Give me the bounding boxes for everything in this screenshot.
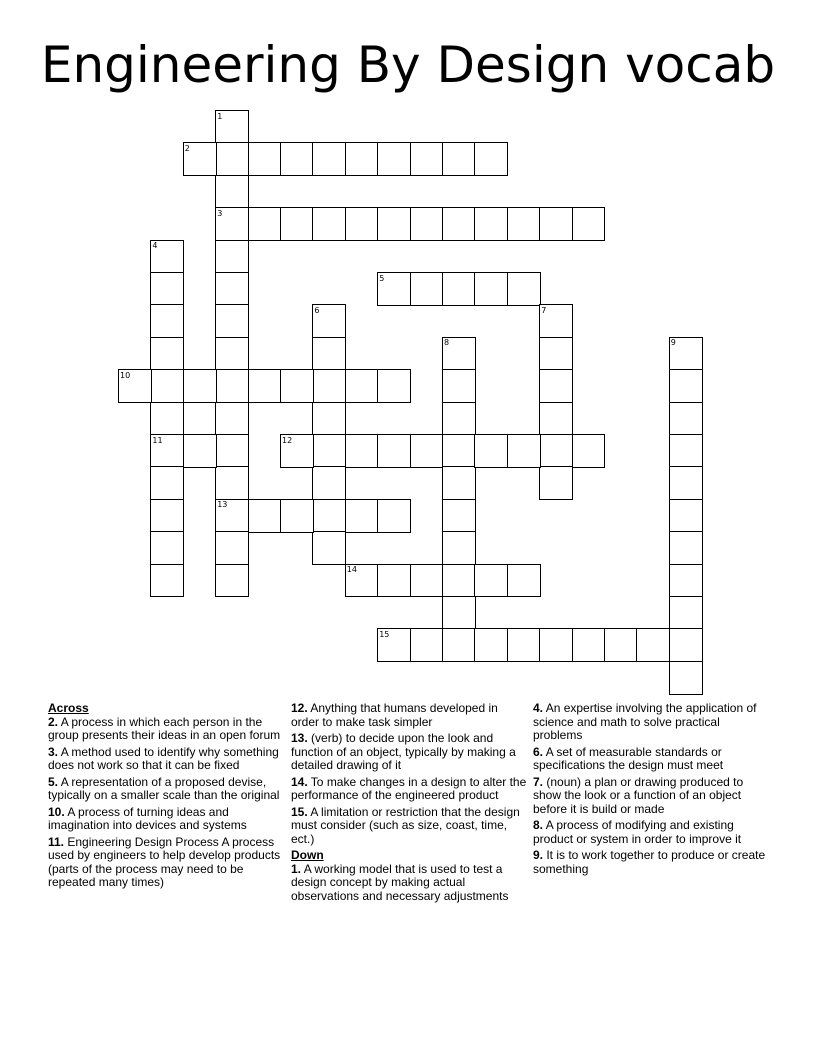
grid-cell[interactable] — [312, 531, 346, 565]
grid-cell[interactable] — [280, 499, 314, 533]
grid-cell[interactable] — [442, 272, 476, 306]
clue-number: 15. — [291, 804, 308, 819]
grid-cell[interactable] — [410, 142, 444, 176]
grid-cell[interactable] — [312, 434, 346, 468]
grid-cell[interactable] — [507, 564, 541, 598]
grid-cell[interactable] — [345, 434, 379, 468]
grid-cell[interactable] — [572, 207, 606, 241]
grid-cell[interactable] — [669, 661, 703, 695]
grid-cell[interactable] — [442, 434, 476, 468]
clue-text: A process in which each person in the group presents their ideas in an open forum — [48, 714, 281, 742]
clue-column-2 — [291, 702, 527, 906]
grid-cell[interactable] — [312, 466, 346, 500]
grid-cell[interactable] — [572, 628, 606, 662]
grid-cell[interactable] — [442, 466, 476, 500]
grid-cell[interactable] — [539, 434, 573, 468]
grid-cell[interactable] — [312, 499, 346, 533]
grid-cell[interactable] — [507, 434, 541, 468]
grid-cell[interactable] — [345, 142, 379, 176]
grid-cell[interactable] — [280, 142, 314, 176]
clue-number: 7. — [533, 774, 544, 789]
grid-cell[interactable] — [669, 531, 703, 565]
grid-cell[interactable] — [150, 564, 184, 598]
grid-cell[interactable] — [215, 240, 249, 274]
grid-cell[interactable] — [669, 564, 703, 598]
grid-cell[interactable] — [377, 142, 411, 176]
clue-number: 4. — [533, 701, 544, 715]
grid-cell[interactable] — [539, 402, 573, 436]
clue-text: Anything that humans developed in order to make task simpler — [291, 701, 498, 729]
grid-cell[interactable] — [410, 272, 444, 306]
clue-item — [48, 716, 284, 743]
clue-column-3 — [533, 702, 769, 879]
grid-cell[interactable] — [215, 434, 249, 468]
grid-cell[interactable] — [442, 564, 476, 598]
down-clues-list — [291, 863, 527, 904]
clue-text: (verb) to decide upon the look and function of an object, typically by making a detailed drawing of it — [291, 731, 516, 772]
grid-cell[interactable] — [183, 369, 217, 403]
grid-cell[interactable] — [150, 272, 184, 306]
cell-number: 2 — [184, 143, 190, 153]
clue-number: 3. — [48, 744, 59, 759]
clue-item — [48, 746, 284, 773]
clue-text: An expertise involving the application of science and math to solve practical problems — [533, 701, 757, 742]
across-clues-continued — [291, 702, 527, 846]
grid-cell[interactable] — [442, 402, 476, 436]
grid-cell[interactable] — [669, 402, 703, 436]
grid-cell[interactable] — [345, 369, 379, 403]
grid-cell[interactable] — [474, 272, 508, 306]
grid-cell[interactable] — [442, 499, 476, 533]
grid-cell[interactable] — [410, 434, 444, 468]
clue-text: A representation of a proposed devise, typically on a smaller scale than the original — [48, 774, 280, 802]
grid-cell[interactable] — [215, 175, 249, 209]
clue-number: 2. — [48, 714, 59, 729]
clue-number: 5. — [48, 774, 59, 789]
grid-cell[interactable] — [507, 272, 541, 306]
clue-item — [533, 776, 769, 817]
grid-cell[interactable] — [215, 142, 249, 176]
grid-cell[interactable] — [377, 369, 411, 403]
cell-number: 4 — [152, 241, 158, 251]
grid-cell[interactable] — [280, 369, 314, 403]
grid-cell[interactable] — [248, 207, 282, 241]
grid-cell[interactable] — [669, 499, 703, 533]
grid-cell[interactable] — [669, 369, 703, 403]
cell-number: 13 — [217, 500, 228, 510]
clue-text: A limitation or restriction that the design must consider (such as size, coast, time, ect.) — [291, 804, 520, 846]
clue-item — [291, 732, 527, 773]
grid-cell[interactable] — [669, 466, 703, 500]
clue-item — [48, 776, 284, 803]
grid-cell[interactable] — [410, 207, 444, 241]
grid-cell[interactable] — [442, 369, 476, 403]
grid-cell[interactable] — [442, 596, 476, 630]
grid-cell[interactable] — [183, 434, 217, 468]
grid-cell[interactable] — [345, 499, 379, 533]
clue-number: 12. — [291, 701, 308, 715]
down-heading: Down — [291, 848, 324, 862]
clue-text: Engineering Design Process A process used by engineers to help develop products (parts of the process may need to be repeated many times) — [48, 834, 281, 889]
grid-cell[interactable] — [312, 337, 346, 371]
grid-cell[interactable] — [669, 434, 703, 468]
grid-cell[interactable] — [572, 434, 606, 468]
grid-cell[interactable] — [280, 207, 314, 241]
clue-text: To make changes in a design to alter the performance of the engineered product — [291, 774, 527, 802]
grid-cell[interactable] — [150, 531, 184, 565]
grid-cell[interactable] — [539, 337, 573, 371]
cell-number: 10 — [120, 370, 131, 380]
grid-cell[interactable] — [215, 337, 249, 371]
cell-number: 7 — [541, 305, 547, 315]
clue-text: (noun) a plan or drawing produced to show the look or a function of an object before it is build or made — [533, 774, 744, 816]
clue-number: 9. — [533, 848, 544, 862]
across-clues-list — [48, 716, 284, 890]
grid-cell[interactable] — [507, 628, 541, 662]
grid-cell[interactable] — [474, 207, 508, 241]
cell-number: 8 — [444, 338, 450, 348]
clue-text: A process of turning ideas and imagination into devices and systems — [48, 804, 247, 832]
clue-number: 6. — [533, 744, 544, 759]
cell-number: 3 — [217, 208, 223, 218]
clue-item — [533, 849, 769, 876]
clue-item — [533, 746, 769, 773]
grid-cell[interactable] — [150, 499, 184, 533]
clue-item — [291, 806, 527, 847]
clue-number: 13. — [291, 731, 308, 745]
clue-text: It is to work together to produce or create something — [533, 848, 766, 876]
clue-text: A set of measurable standards or specifications the design must meet — [533, 744, 724, 772]
grid-cell[interactable] — [474, 628, 508, 662]
grid-cell[interactable] — [150, 466, 184, 500]
clue-item — [48, 836, 284, 890]
grid-cell[interactable] — [669, 628, 703, 662]
clue-number: 8. — [533, 818, 544, 832]
clue-item — [48, 806, 284, 833]
cell-number: 14 — [346, 565, 357, 575]
grid-cell[interactable] — [150, 402, 184, 436]
grid-cell[interactable] — [604, 628, 638, 662]
grid-cell[interactable] — [442, 628, 476, 662]
grid-cell[interactable] — [215, 466, 249, 500]
grid-cell[interactable] — [215, 564, 249, 598]
page-title: Engineering By Design vocab — [40, 36, 776, 94]
cell-number: 15 — [379, 629, 390, 639]
clue-number: 11. — [48, 834, 65, 849]
grid-cell[interactable] — [215, 531, 249, 565]
clue-text: A process of modifying and existing product or system in order to improve it — [533, 818, 742, 846]
grid-cell[interactable] — [215, 304, 249, 338]
grid-cell[interactable] — [248, 369, 282, 403]
grid-cell[interactable] — [150, 369, 184, 403]
grid-cell[interactable] — [507, 207, 541, 241]
clue-item — [291, 776, 527, 803]
grid-cell[interactable] — [377, 207, 411, 241]
grid-cell[interactable] — [248, 499, 282, 533]
grid-cell[interactable] — [312, 207, 346, 241]
grid-cell[interactable] — [636, 628, 670, 662]
grid-cell[interactable] — [377, 499, 411, 533]
grid-cell[interactable] — [150, 304, 184, 338]
down-clues-continued — [533, 702, 769, 876]
grid-cell[interactable] — [539, 369, 573, 403]
grid-cell[interactable] — [539, 628, 573, 662]
cell-number: 11 — [152, 435, 163, 445]
clue-text: A method used to identify why something does not work so that it can be fixed — [48, 744, 279, 772]
grid-cell[interactable] — [410, 628, 444, 662]
clue-item — [533, 819, 769, 846]
grid-cell[interactable] — [377, 564, 411, 598]
grid-cell[interactable] — [539, 207, 573, 241]
grid-cell[interactable] — [442, 142, 476, 176]
grid-cell[interactable] — [669, 596, 703, 630]
grid-cell[interactable] — [215, 402, 249, 436]
clue-text: A working model that is used to test a design concept by making actual observations and necessary adjustments — [291, 861, 509, 903]
grid-cell[interactable] — [474, 434, 508, 468]
grid-cell[interactable] — [248, 142, 282, 176]
grid-cell[interactable] — [377, 434, 411, 468]
clue-number: 10. — [48, 804, 65, 819]
clue-item — [291, 702, 527, 729]
cell-number: 9 — [670, 338, 676, 348]
cell-number: 6 — [314, 305, 320, 315]
grid-cell[interactable] — [312, 402, 346, 436]
grid-cell[interactable] — [539, 466, 573, 500]
grid-cell[interactable] — [442, 207, 476, 241]
grid-cell[interactable] — [410, 564, 444, 598]
cell-number: 12 — [282, 435, 293, 445]
clue-number: 1. — [291, 861, 302, 876]
clue-number: 14. — [291, 774, 308, 789]
grid-cell[interactable] — [215, 369, 249, 403]
grid-cell[interactable] — [474, 142, 508, 176]
clue-column-1 — [48, 702, 284, 893]
grid-cell[interactable] — [312, 369, 346, 403]
across-heading: Across — [48, 701, 89, 715]
grid-cell[interactable] — [474, 564, 508, 598]
grid-cell[interactable] — [215, 272, 249, 306]
grid-cell[interactable] — [312, 142, 346, 176]
clue-item — [291, 863, 527, 904]
grid-cell[interactable] — [345, 207, 379, 241]
clue-item — [533, 702, 769, 743]
grid-cell[interactable] — [150, 337, 184, 371]
cell-number: 5 — [379, 273, 385, 283]
grid-cell[interactable] — [442, 531, 476, 565]
cell-number: 1 — [217, 111, 223, 121]
